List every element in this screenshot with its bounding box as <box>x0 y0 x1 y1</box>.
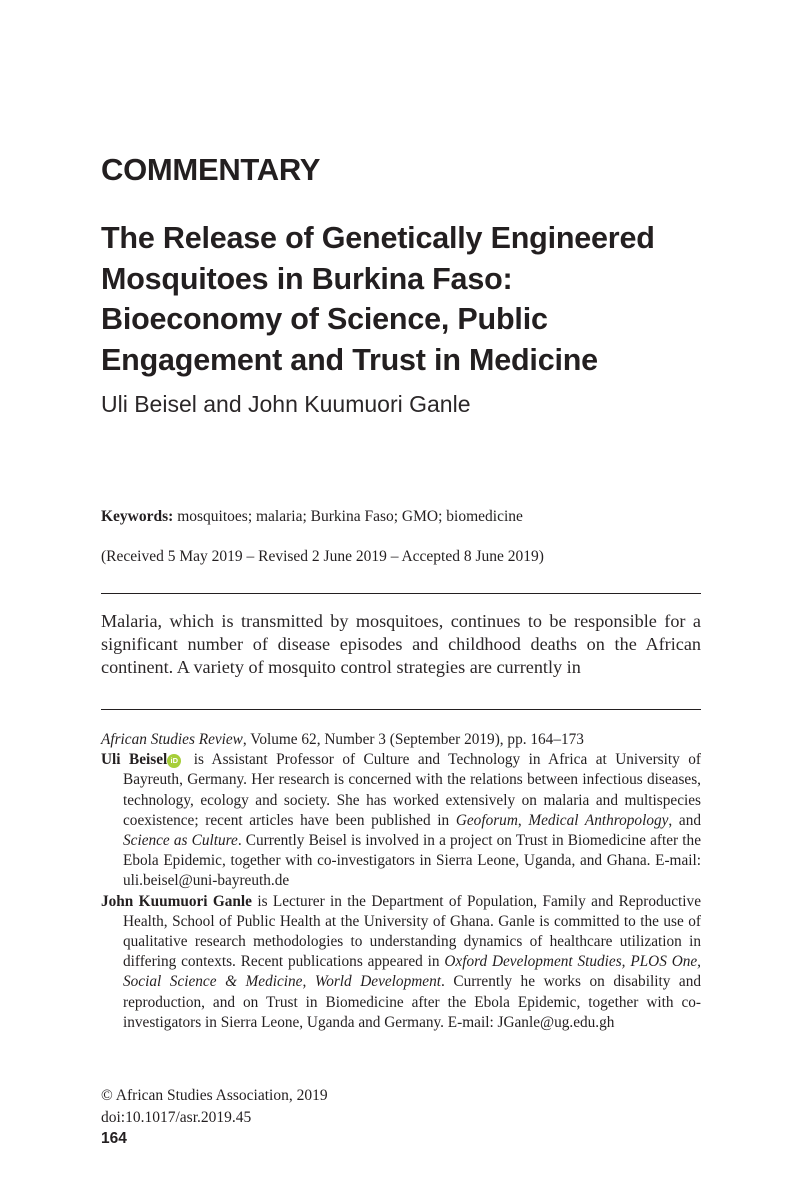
journal-ref: Science as Culture <box>123 832 238 850</box>
keywords-text: mosquitoes; malaria; Burkina Faso; GMO; biomedicine <box>177 508 523 525</box>
separator: , and <box>668 811 701 829</box>
journal-ref: Medical Anthropology <box>528 811 669 829</box>
journal-ref: Geoforum <box>455 811 518 829</box>
copyright: © African Studies Association, 2019 <box>101 1087 328 1104</box>
bio-text: is Assistant Professor of Culture and Technology in Africa at University of Bayreuth, Germany. Her research is concerned with the relations between infectious diseases, technology, ecology and society. She has worked extensively on malaria and multispecies coexistence; recent articles have been published in <box>123 751 701 829</box>
bio-text: . Currently he works on disability and reproduction, and on Trust in Biomedicine after the Ebola Epidemic, together with co-investigators in Sierra Leone, Uganda and Germany. E-mail: JGanle@ug.edu.gh <box>123 973 701 1031</box>
author-bio-beisel <box>101 750 701 891</box>
journal-name: African Studies Review <box>101 731 243 748</box>
divider-top <box>101 593 701 594</box>
orcid-icon[interactable]: iD <box>167 754 181 768</box>
keywords <box>101 507 523 527</box>
author-name-ganle: John Kuumuori Ganle <box>101 892 252 910</box>
doi: doi:10.1017/asr.2019.45 <box>101 1108 252 1126</box>
journal-ref: Oxford Development Studies, PLOS One, Social Science & Medicine, World Development <box>123 953 702 991</box>
author-bio-ganle <box>101 892 701 1033</box>
author-line: Uli Beisel and John Kuumuori Ganle <box>101 391 471 417</box>
received-dates: (Received 5 May 2019 – Revised 2 June 2019 – Accepted 8 June 2019) <box>101 548 544 565</box>
section-label: COMMENTARY <box>101 152 321 187</box>
footnotes <box>101 730 701 1033</box>
journal-details: , Volume 62, Number 3 (September 2019), pp. 164–173 <box>242 731 584 748</box>
bio-text: . Currently Beisel is involved in a project on Trust in Biomedicine after the Ebola Epidemic, together with co-investigators in Sierra Leone, Uganda, and Ghana. E-mail: uli.beisel@uni-bayreuth.de <box>123 832 701 890</box>
keywords-label: Keywords: <box>101 508 174 525</box>
author-name-beisel: Uli Beisel <box>101 751 168 769</box>
abstract-text: Malaria, which is transmitted by mosquitoes, continues to be responsible for a significant number of disease episodes and childhood deaths on the African continent. A variety of mosquito control strategies are currently in <box>101 611 701 677</box>
journal-citation <box>101 730 701 750</box>
separator: , <box>517 811 529 829</box>
article-title: The Release of Genetically Engineered Mosquitoes in Burkina Faso: Bioeconomy of Science, Public Engagement and Trust in Medicine <box>101 221 655 377</box>
divider-footnotes <box>101 709 701 710</box>
bio-text: is Lecturer in the Department of Population, Family and Reproductive Health, School of Public Health at the University of Ghana. Ganle is committed to the use of qualitative research methodologies to understanding dynamics of healthcare utilization in differing contexts. Recent publications appeared in <box>123 892 701 971</box>
publication-info <box>101 1085 328 1150</box>
page-number: 164 <box>101 1130 127 1147</box>
